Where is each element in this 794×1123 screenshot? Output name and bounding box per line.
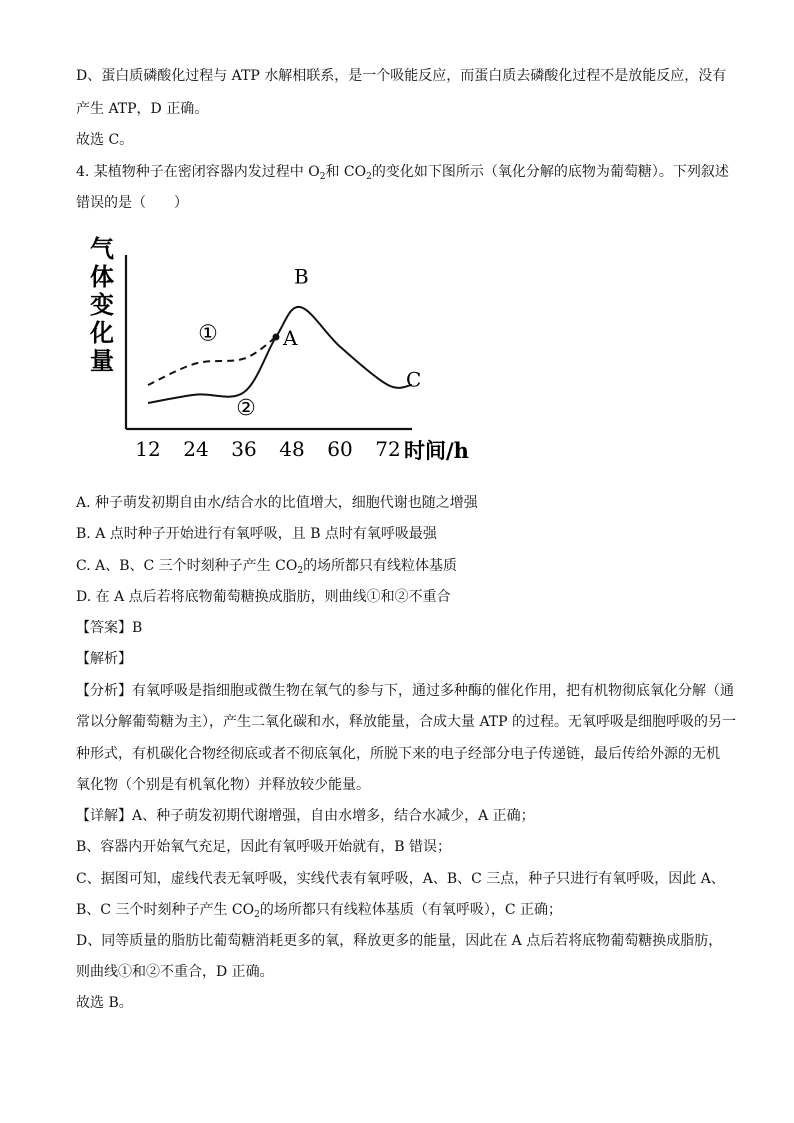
detail-line [76, 900, 562, 920]
detail-line [76, 806, 535, 826]
analysis-text: 有氧呼吸是指细胞或微生物在氧气的参与下，通过多种酶的催化作用，把有机物彻底氧化分解（通 [132, 683, 734, 699]
subscript: 2 [366, 172, 372, 182]
text-line: 故选 C。 [76, 132, 134, 148]
detail-text: A、种子萌发初期代谢增强，自由水增多，结合水减少，A 正确； [132, 808, 535, 824]
answer-value: B [132, 620, 143, 636]
section-label: 【详解】 [76, 808, 132, 824]
analysis-title: 【解析】 [76, 651, 132, 667]
analysis-line [76, 681, 734, 701]
y-label-char: 变 [90, 290, 114, 319]
y-label-char: 体 [90, 262, 114, 291]
point-labels [282, 264, 421, 391]
analysis-line: 常以分解葡萄糖为主），产生二氧化碳和水，释放能量，合成大量 ATP 的过程。无氧呼吸是细胞呼吸的另一 [76, 714, 737, 730]
stem-part: 的变化如下图所示（氧化分解的底物为葡萄糖）。下列叙述 [371, 164, 729, 180]
option-a: A. 种子萌发初期自由水/结合水的比值增大，细胞代谢也随之增强 [76, 495, 478, 511]
x-tick-label: 24 [183, 437, 209, 461]
stem-part: 和 CO [325, 164, 367, 180]
subscript: 2 [297, 566, 304, 576]
y-label-char: 气 [90, 234, 114, 263]
series-2-solid-line [148, 307, 412, 403]
detail-text: B、C 三个时刻种子产生 CO [76, 902, 255, 918]
point-a-dot [273, 334, 280, 341]
section-label: 【分析】 [76, 683, 132, 699]
series-label: ② [236, 396, 256, 421]
series-label: ① [198, 321, 218, 347]
conclusion-line: 故选 B。 [76, 995, 133, 1011]
subscript: 2 [319, 172, 326, 182]
x-tick-label: 36 [231, 437, 257, 461]
option-c-part: 的场所都只有线粒体基质 [303, 558, 458, 574]
option-c [76, 556, 457, 576]
detail-line: B、容器内开始氧气充足，因此有氧呼吸开始就有，B 错误； [76, 839, 452, 855]
y-label-char: 量 [90, 346, 114, 375]
point-label-c: C [406, 367, 422, 392]
gas-change-chart [86, 233, 496, 465]
x-tick-label: 60 [327, 437, 353, 461]
y-axis-label [89, 234, 114, 375]
analysis-line: 种形式，有机碳化合物经彻底或者不彻底氧化，所脱下来的电子经部分电子传递链，最后传给外源的无机 [76, 746, 720, 762]
answer-line [76, 618, 142, 638]
detail-line: D、同等质量的脂肪比葡萄糖消耗更多的氧，释放更多的能量，因此在 A 点后若将底物葡萄糖换成脂肪， [76, 933, 723, 949]
option-b: B. A 点时种子开始进行有氧呼吸，且 B 点时有氧呼吸最强 [76, 526, 437, 542]
subscript: 2 [254, 910, 260, 920]
x-axis-label: 时间/h [404, 438, 469, 463]
stem-part: 4. 某植物种子在密闭容器内发过程中 O [76, 164, 320, 180]
option-c-part: C. A、B、C 三个时刻种子产生 CO [76, 558, 298, 574]
detail-line: 则曲线①和②不重合，D 正确。 [76, 964, 274, 980]
y-label-char: 化 [90, 318, 114, 347]
x-tick-label: 72 [375, 437, 401, 461]
detail-line: C、据图可知，虚线代表无氧呼吸，实线代表有氧呼吸，A、B、C 三点，种子只进行有氧呼吸，因此 A、 [76, 871, 725, 887]
x-tick-label: 12 [135, 437, 161, 461]
series-labels [198, 322, 256, 421]
x-tick-labels [135, 437, 400, 461]
analysis-line: 氧化物（个别是有机氧化物）并释放较少能量。 [76, 777, 370, 793]
detail-text: 的场所都只有线粒体基质（有氧呼吸），C 正确； [259, 902, 562, 918]
point-label-b: B [294, 264, 309, 289]
x-tick-label: 48 [279, 437, 305, 461]
point-label-a: A [283, 326, 298, 350]
text-line: D、蛋白质磷酸化过程与 ATP 水解相联系，是一个吸能反应，而蛋白质去磷酸化过程不是放能反应，没有 [76, 68, 727, 84]
option-d: D. 在 A 点后若将底物葡萄糖换成脂肪，则曲线①和②不重合 [76, 589, 451, 605]
answer-label: 【答案】 [76, 620, 132, 636]
question-stem [76, 162, 729, 182]
text-line: 产生 ATP，D 正确。 [76, 101, 209, 117]
question-stem-cont: 错误的是（ ） [76, 195, 188, 211]
